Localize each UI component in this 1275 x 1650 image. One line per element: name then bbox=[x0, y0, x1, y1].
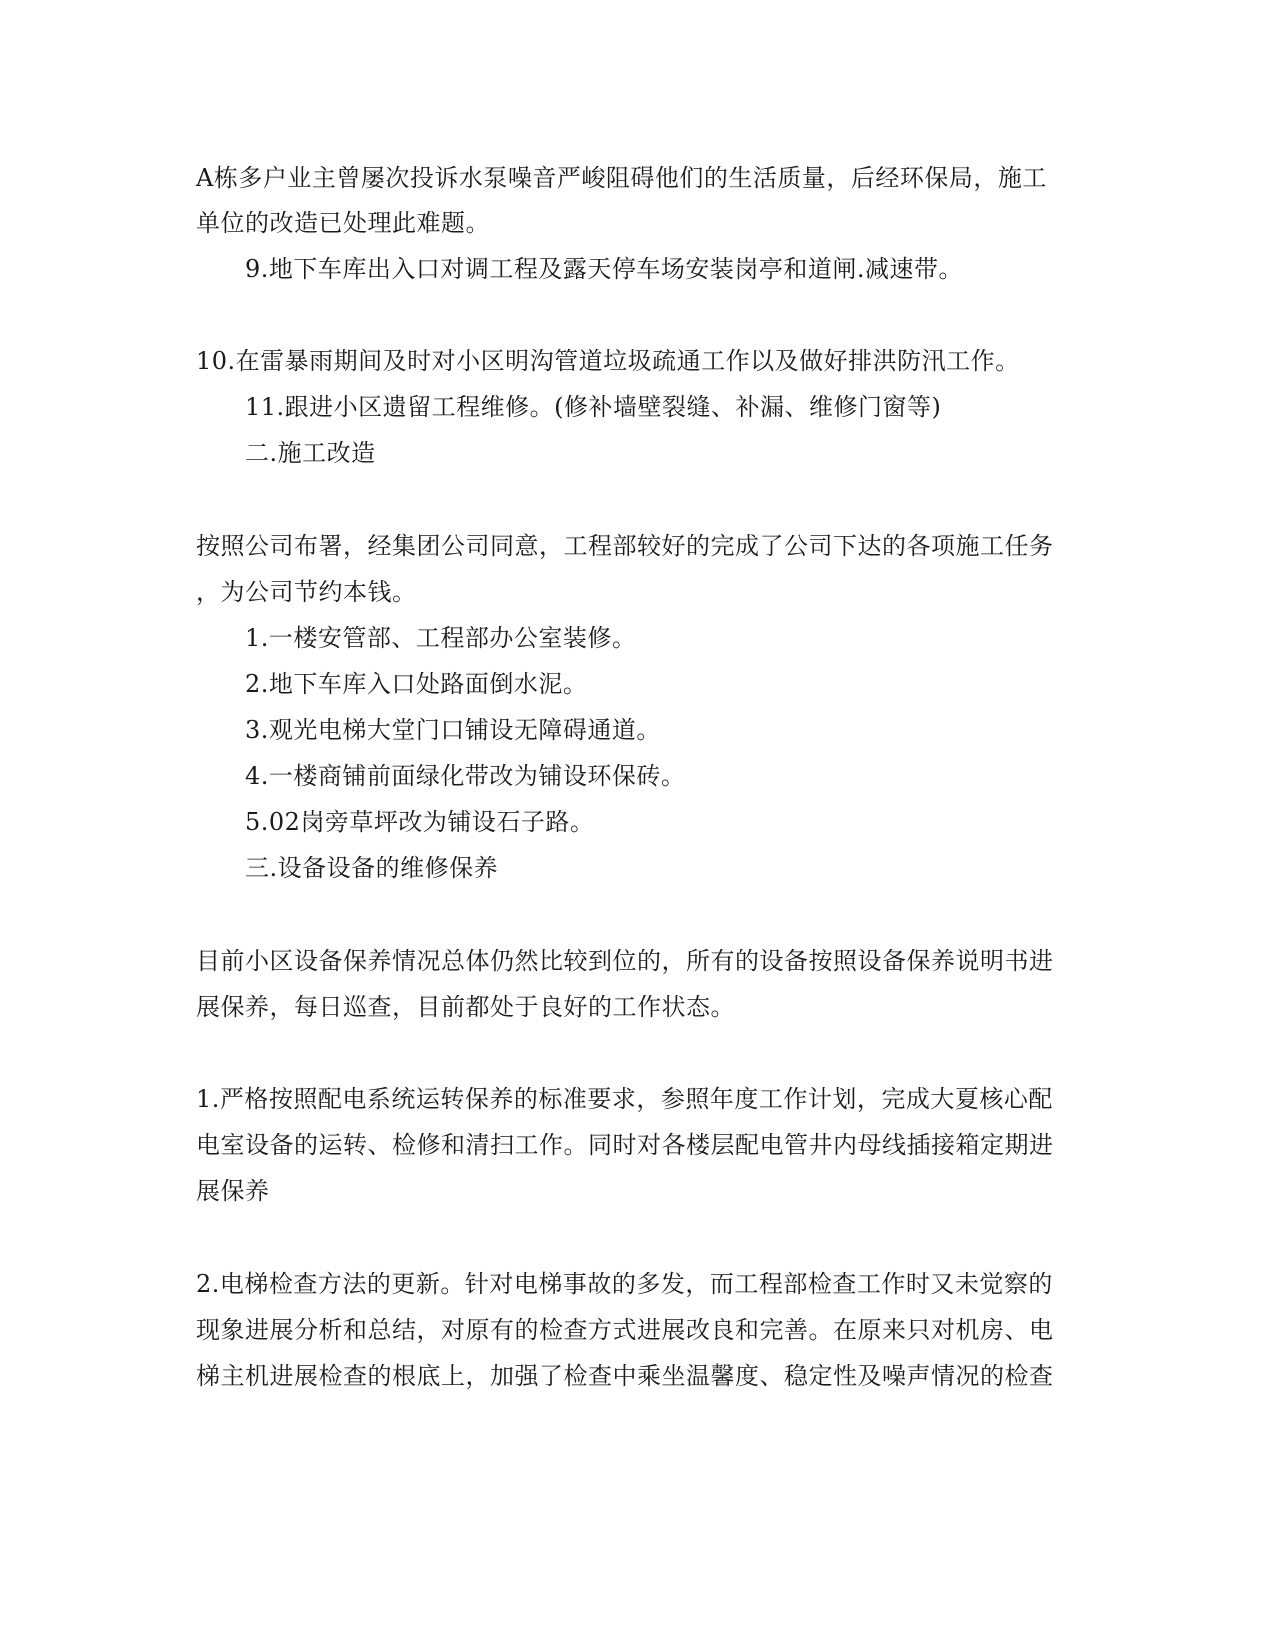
list-item: 4.一楼商铺前面绿化带改为铺设环保砖。 bbox=[245, 762, 686, 790]
list-item: 9.地下车库出入口对调工程及露天停车场安装岗亭和道闸.减速带。 bbox=[245, 255, 964, 283]
list-item: 5.02岗旁草坪改为铺设石子路。 bbox=[245, 808, 595, 836]
paragraph-line: 梯主机进展检查的根底上，加强了检查中乘坐温馨度、稳定性及噪声情况的检查 bbox=[196, 1362, 1054, 1390]
paragraph-line: 电室设备的运转、检修和清扫工作。同时对各楼层配电管井内母线插接箱定期进 bbox=[196, 1131, 1054, 1159]
paragraph-line: 按照公司布署，经集团公司同意，工程部较好的完成了公司下达的各项施工任务 bbox=[196, 532, 1054, 560]
section-heading: 二.施工改造 bbox=[245, 439, 376, 467]
paragraph-line: 单位的改造已处理此难题。 bbox=[196, 209, 490, 237]
paragraph-line: 展保养 bbox=[196, 1177, 270, 1205]
paragraph-line: 现象进展分析和总结，对原有的检查方式进展改良和完善。在原来只对机房、电 bbox=[196, 1316, 1054, 1344]
list-item: 10.在雷暴雨期间及时对小区明沟管道垃圾疏通工作以及做好排洪防汛工作。 bbox=[196, 347, 1020, 375]
list-item: 3.观光电梯大堂门口铺设无障碍通道。 bbox=[245, 716, 661, 744]
list-item: 1.一楼安管部、工程部办公室装修。 bbox=[245, 624, 637, 652]
paragraph-line: 展保养，每日巡查，目前都处于良好的工作状态。 bbox=[196, 993, 735, 1021]
paragraph-line: 1.严格按照配电系统运转保养的标准要求，参照年度工作计划，完成大夏核心配 bbox=[196, 1085, 1053, 1113]
list-item: 2.地下车库入口处路面倒水泥。 bbox=[245, 670, 588, 698]
paragraph-line: 目前小区设备保养情况总体仍然比较到位的，所有的设备按照设备保养说明书进 bbox=[196, 947, 1054, 975]
paragraph-line: A栋多户业主曾屡次投诉水泵噪音严峻阻碍他们的生活质量，后经环保局，施工 bbox=[196, 164, 1047, 192]
list-item: 11.跟进小区遗留工程维修。(修补墙壁裂缝、补漏、维修门窗等) bbox=[245, 393, 942, 421]
paragraph-line: 2.电梯检查方法的更新。针对电梯事故的多发，而工程部检查工作时又未觉察的 bbox=[196, 1270, 1053, 1298]
paragraph-line: ，为公司节约本钱。 bbox=[196, 578, 417, 606]
section-heading: 三.设备设备的维修保养 bbox=[245, 854, 499, 882]
